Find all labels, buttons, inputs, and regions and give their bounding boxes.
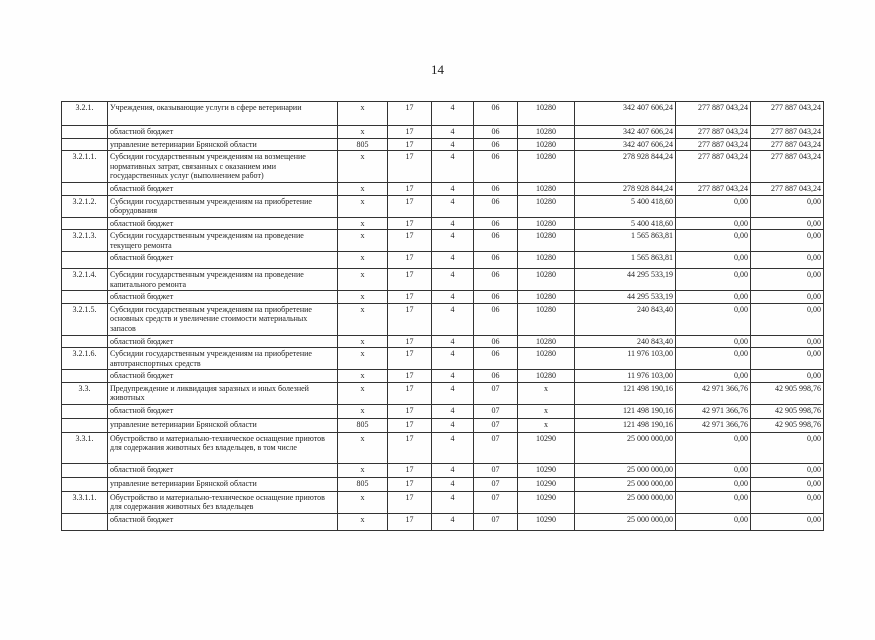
code-gr: х <box>338 463 388 477</box>
table-row <box>62 404 824 418</box>
value-1: 44 295 533,19 <box>575 269 676 291</box>
code-napr: 10280 <box>518 195 575 217</box>
row-name: областной бюджет <box>108 291 338 304</box>
value-3: 0,00 <box>751 491 824 513</box>
value-3: 0,00 <box>751 477 824 491</box>
code-pp: 4 <box>432 183 474 196</box>
row-number: 3.3.1.1. <box>62 491 108 513</box>
code-gp: 17 <box>388 513 432 530</box>
row-name: Обустройство и материально-техническое оснащение приютов для содержания животных без владельцев <box>108 491 338 513</box>
code-gr: х <box>338 370 388 383</box>
table-row <box>62 432 824 463</box>
code-om: 06 <box>474 291 518 304</box>
code-napr: 10280 <box>518 217 575 230</box>
code-pp: 4 <box>432 382 474 404</box>
value-1: 121 498 190,16 <box>575 418 676 432</box>
code-om: 06 <box>474 348 518 370</box>
code-gp: 17 <box>388 151 432 183</box>
value-1: 1 565 863,81 <box>575 252 676 269</box>
code-gp: 17 <box>388 335 432 348</box>
value-1: 25 000 000,00 <box>575 491 676 513</box>
code-om: 06 <box>474 102 518 126</box>
value-3: 42 905 998,76 <box>751 382 824 404</box>
table-row <box>62 370 824 383</box>
code-om: 06 <box>474 269 518 291</box>
code-pp: 4 <box>432 463 474 477</box>
value-1: 342 407 606,24 <box>575 126 676 139</box>
value-3: 0,00 <box>751 269 824 291</box>
code-napr: 10290 <box>518 513 575 530</box>
table-row <box>62 303 824 335</box>
code-gp: 17 <box>388 269 432 291</box>
table-row <box>62 102 824 126</box>
row-number: 3.2.1.4. <box>62 269 108 291</box>
value-2: 0,00 <box>676 217 751 230</box>
code-gp: 17 <box>388 382 432 404</box>
row-name: Субсидии государственным учреждениям на возмещение нормативных затрат, связанных с оказанием ими государственных услуг (выполнением работ) <box>108 151 338 183</box>
code-napr: 10280 <box>518 126 575 139</box>
code-gr: х <box>338 491 388 513</box>
code-gp: 17 <box>388 418 432 432</box>
code-napr: 10280 <box>518 348 575 370</box>
code-pp: 4 <box>432 477 474 491</box>
value-2: 0,00 <box>676 195 751 217</box>
table-row <box>62 217 824 230</box>
code-gr: х <box>338 217 388 230</box>
code-gr: х <box>338 195 388 217</box>
row-number <box>62 126 108 139</box>
code-pp: 4 <box>432 335 474 348</box>
code-gr: 805 <box>338 418 388 432</box>
code-om: 06 <box>474 252 518 269</box>
code-om: 07 <box>474 463 518 477</box>
value-1: 25 000 000,00 <box>575 463 676 477</box>
code-om: 06 <box>474 217 518 230</box>
row-name: Субсидии государственным учреждениям на приобретение основных средств и увеличение стоимости материальных запасов <box>108 303 338 335</box>
row-number <box>62 335 108 348</box>
code-napr: 10280 <box>518 138 575 151</box>
code-gp: 17 <box>388 432 432 463</box>
value-2: 0,00 <box>676 291 751 304</box>
value-1: 25 000 000,00 <box>575 513 676 530</box>
row-number: 3.2.1.6. <box>62 348 108 370</box>
code-om: 07 <box>474 418 518 432</box>
code-pp: 4 <box>432 348 474 370</box>
code-gp: 17 <box>388 370 432 383</box>
table-row <box>62 477 824 491</box>
table-row <box>62 252 824 269</box>
page-number: 14 <box>431 62 444 77</box>
code-gr: х <box>338 252 388 269</box>
table-row <box>62 230 824 252</box>
row-name: Субсидии государственным учреждениям на приобретение оборудования <box>108 195 338 217</box>
value-3: 0,00 <box>751 513 824 530</box>
value-2: 0,00 <box>676 335 751 348</box>
value-2: 277 887 043,24 <box>676 183 751 196</box>
code-gp: 17 <box>388 477 432 491</box>
code-pp: 4 <box>432 303 474 335</box>
row-name: областной бюджет <box>108 252 338 269</box>
value-2: 0,00 <box>676 252 751 269</box>
row-name: управление ветеринарии Брянской области <box>108 138 338 151</box>
table-row <box>62 138 824 151</box>
code-om: 06 <box>474 335 518 348</box>
code-gr: х <box>338 348 388 370</box>
value-2: 277 887 043,24 <box>676 102 751 126</box>
value-2: 0,00 <box>676 491 751 513</box>
table-row <box>62 269 824 291</box>
value-3: 277 887 043,24 <box>751 138 824 151</box>
table-row <box>62 151 824 183</box>
value-2: 0,00 <box>676 303 751 335</box>
code-gp: 17 <box>388 291 432 304</box>
value-2: 0,00 <box>676 463 751 477</box>
value-2: 277 887 043,24 <box>676 138 751 151</box>
code-gr: х <box>338 382 388 404</box>
code-napr: х <box>518 382 575 404</box>
table-row <box>62 348 824 370</box>
row-number <box>62 138 108 151</box>
value-3: 0,00 <box>751 195 824 217</box>
code-pp: 4 <box>432 252 474 269</box>
code-gr: х <box>338 303 388 335</box>
code-gr: х <box>338 102 388 126</box>
code-pp: 4 <box>432 491 474 513</box>
code-napr: 10280 <box>518 370 575 383</box>
row-name: областной бюджет <box>108 217 338 230</box>
value-2: 0,00 <box>676 432 751 463</box>
value-2: 277 887 043,24 <box>676 126 751 139</box>
value-3: 0,00 <box>751 432 824 463</box>
value-1: 278 928 844,24 <box>575 183 676 196</box>
value-3: 0,00 <box>751 230 824 252</box>
code-om: 06 <box>474 303 518 335</box>
table-row <box>62 183 824 196</box>
code-gr: х <box>338 513 388 530</box>
value-1: 342 407 606,24 <box>575 102 676 126</box>
code-pp: 4 <box>432 102 474 126</box>
code-gr: х <box>338 335 388 348</box>
code-napr: 10280 <box>518 269 575 291</box>
code-om: 07 <box>474 477 518 491</box>
value-3: 0,00 <box>751 252 824 269</box>
row-name: Обустройство и материально-техническое оснащение приютов для содержания животных без владельцев, в том числе <box>108 432 338 463</box>
code-napr: 10280 <box>518 183 575 196</box>
row-number <box>62 370 108 383</box>
code-gr: х <box>338 183 388 196</box>
code-napr: 10280 <box>518 303 575 335</box>
table-row <box>62 335 824 348</box>
value-3: 0,00 <box>751 303 824 335</box>
value-3: 277 887 043,24 <box>751 183 824 196</box>
row-number <box>62 291 108 304</box>
table-row <box>62 291 824 304</box>
value-2: 0,00 <box>676 477 751 491</box>
code-napr: х <box>518 418 575 432</box>
code-om: 06 <box>474 151 518 183</box>
row-number: 3.3. <box>62 382 108 404</box>
code-pp: 4 <box>432 291 474 304</box>
code-gr: 805 <box>338 138 388 151</box>
code-gp: 17 <box>388 195 432 217</box>
value-1: 342 407 606,24 <box>575 138 676 151</box>
code-gr: 805 <box>338 477 388 491</box>
code-gp: 17 <box>388 126 432 139</box>
code-napr: 10290 <box>518 491 575 513</box>
table-row <box>62 195 824 217</box>
value-1: 25 000 000,00 <box>575 477 676 491</box>
row-name: областной бюджет <box>108 513 338 530</box>
code-gr: х <box>338 432 388 463</box>
code-pp: 4 <box>432 217 474 230</box>
code-napr: 10280 <box>518 102 575 126</box>
code-gp: 17 <box>388 217 432 230</box>
code-napr: 10280 <box>518 252 575 269</box>
table-row <box>62 418 824 432</box>
code-pp: 4 <box>432 513 474 530</box>
code-napr: 10280 <box>518 151 575 183</box>
row-number: 3.2.1.2. <box>62 195 108 217</box>
code-napr: 10290 <box>518 477 575 491</box>
code-om: 06 <box>474 195 518 217</box>
row-number: 3.2.1.3. <box>62 230 108 252</box>
code-pp: 4 <box>432 432 474 463</box>
row-name: Предупреждение и ликвидация заразных и иных болезней животных <box>108 382 338 404</box>
code-om: 06 <box>474 370 518 383</box>
value-2: 0,00 <box>676 348 751 370</box>
row-number <box>62 217 108 230</box>
row-name: областной бюджет <box>108 126 338 139</box>
value-2: 0,00 <box>676 370 751 383</box>
value-3: 42 905 998,76 <box>751 418 824 432</box>
row-name: управление ветеринарии Брянской области <box>108 418 338 432</box>
row-name: областной бюджет <box>108 463 338 477</box>
row-number: 3.2.1. <box>62 102 108 126</box>
row-number <box>62 463 108 477</box>
row-number <box>62 183 108 196</box>
code-gp: 17 <box>388 463 432 477</box>
code-napr: 10290 <box>518 463 575 477</box>
code-pp: 4 <box>432 269 474 291</box>
code-gr: х <box>338 269 388 291</box>
row-name: Субсидии государственным учреждениям на приобретение автотранспортных средств <box>108 348 338 370</box>
row-name: областной бюджет <box>108 183 338 196</box>
table-row <box>62 382 824 404</box>
code-pp: 4 <box>432 126 474 139</box>
code-gr: х <box>338 151 388 183</box>
row-number: 3.3.1. <box>62 432 108 463</box>
code-gp: 17 <box>388 404 432 418</box>
value-3: 0,00 <box>751 463 824 477</box>
row-name: Субсидии государственным учреждениям на проведение капитального ремонта <box>108 269 338 291</box>
value-3: 0,00 <box>751 348 824 370</box>
value-1: 5 400 418,60 <box>575 217 676 230</box>
code-om: 06 <box>474 183 518 196</box>
value-3: 277 887 043,24 <box>751 151 824 183</box>
code-om: 06 <box>474 138 518 151</box>
code-pp: 4 <box>432 151 474 183</box>
row-name: управление ветеринарии Брянской области <box>108 477 338 491</box>
value-2: 42 971 366,76 <box>676 404 751 418</box>
value-1: 278 928 844,24 <box>575 151 676 183</box>
row-number <box>62 252 108 269</box>
value-1: 1 565 863,81 <box>575 230 676 252</box>
table-row <box>62 491 824 513</box>
code-gp: 17 <box>388 102 432 126</box>
value-1: 11 976 103,00 <box>575 348 676 370</box>
value-1: 25 000 000,00 <box>575 432 676 463</box>
code-gr: х <box>338 126 388 139</box>
value-2: 277 887 043,24 <box>676 151 751 183</box>
code-om: 07 <box>474 513 518 530</box>
row-number: 3.2.1.1. <box>62 151 108 183</box>
row-number <box>62 513 108 530</box>
code-gp: 17 <box>388 183 432 196</box>
value-1: 5 400 418,60 <box>575 195 676 217</box>
row-name: областной бюджет <box>108 404 338 418</box>
code-napr: 10280 <box>518 230 575 252</box>
code-gp: 17 <box>388 348 432 370</box>
row-name: Учреждения, оказывающие услуги в сфере ветеринарии <box>108 102 338 126</box>
row-name: областной бюджет <box>108 335 338 348</box>
row-name: Субсидии государственным учреждениям на проведение текущего ремонта <box>108 230 338 252</box>
code-om: 06 <box>474 126 518 139</box>
code-gp: 17 <box>388 230 432 252</box>
code-napr: 10290 <box>518 432 575 463</box>
value-1: 44 295 533,19 <box>575 291 676 304</box>
value-3: 277 887 043,24 <box>751 126 824 139</box>
value-2: 0,00 <box>676 230 751 252</box>
code-napr: х <box>518 404 575 418</box>
code-pp: 4 <box>432 138 474 151</box>
row-number: 3.2.1.5. <box>62 303 108 335</box>
table-row <box>62 126 824 139</box>
code-om: 07 <box>474 491 518 513</box>
table-row <box>62 513 824 530</box>
code-om: 06 <box>474 230 518 252</box>
code-gp: 17 <box>388 491 432 513</box>
code-pp: 4 <box>432 370 474 383</box>
code-pp: 4 <box>432 418 474 432</box>
code-om: 07 <box>474 404 518 418</box>
code-pp: 4 <box>432 404 474 418</box>
row-name: областной бюджет <box>108 370 338 383</box>
value-1: 121 498 190,16 <box>575 404 676 418</box>
code-napr: 10280 <box>518 335 575 348</box>
code-gp: 17 <box>388 138 432 151</box>
value-3: 0,00 <box>751 335 824 348</box>
value-1: 121 498 190,16 <box>575 382 676 404</box>
value-3: 0,00 <box>751 217 824 230</box>
value-2: 42 971 366,76 <box>676 382 751 404</box>
value-2: 42 971 366,76 <box>676 418 751 432</box>
row-number <box>62 418 108 432</box>
value-3: 277 887 043,24 <box>751 102 824 126</box>
table-row <box>62 463 824 477</box>
value-1: 240 843,40 <box>575 335 676 348</box>
row-number <box>62 477 108 491</box>
code-gp: 17 <box>388 252 432 269</box>
code-pp: 4 <box>432 230 474 252</box>
row-number <box>62 404 108 418</box>
code-gp: 17 <box>388 303 432 335</box>
code-napr: 10280 <box>518 291 575 304</box>
code-om: 07 <box>474 382 518 404</box>
value-3: 0,00 <box>751 291 824 304</box>
value-2: 0,00 <box>676 513 751 530</box>
value-3: 42 905 998,76 <box>751 404 824 418</box>
code-om: 07 <box>474 432 518 463</box>
code-gr: х <box>338 404 388 418</box>
code-gr: х <box>338 291 388 304</box>
code-gr: х <box>338 230 388 252</box>
code-pp: 4 <box>432 195 474 217</box>
value-1: 11 976 103,00 <box>575 370 676 383</box>
budget-table <box>61 101 824 531</box>
value-1: 240 843,40 <box>575 303 676 335</box>
value-2: 0,00 <box>676 269 751 291</box>
value-3: 0,00 <box>751 370 824 383</box>
